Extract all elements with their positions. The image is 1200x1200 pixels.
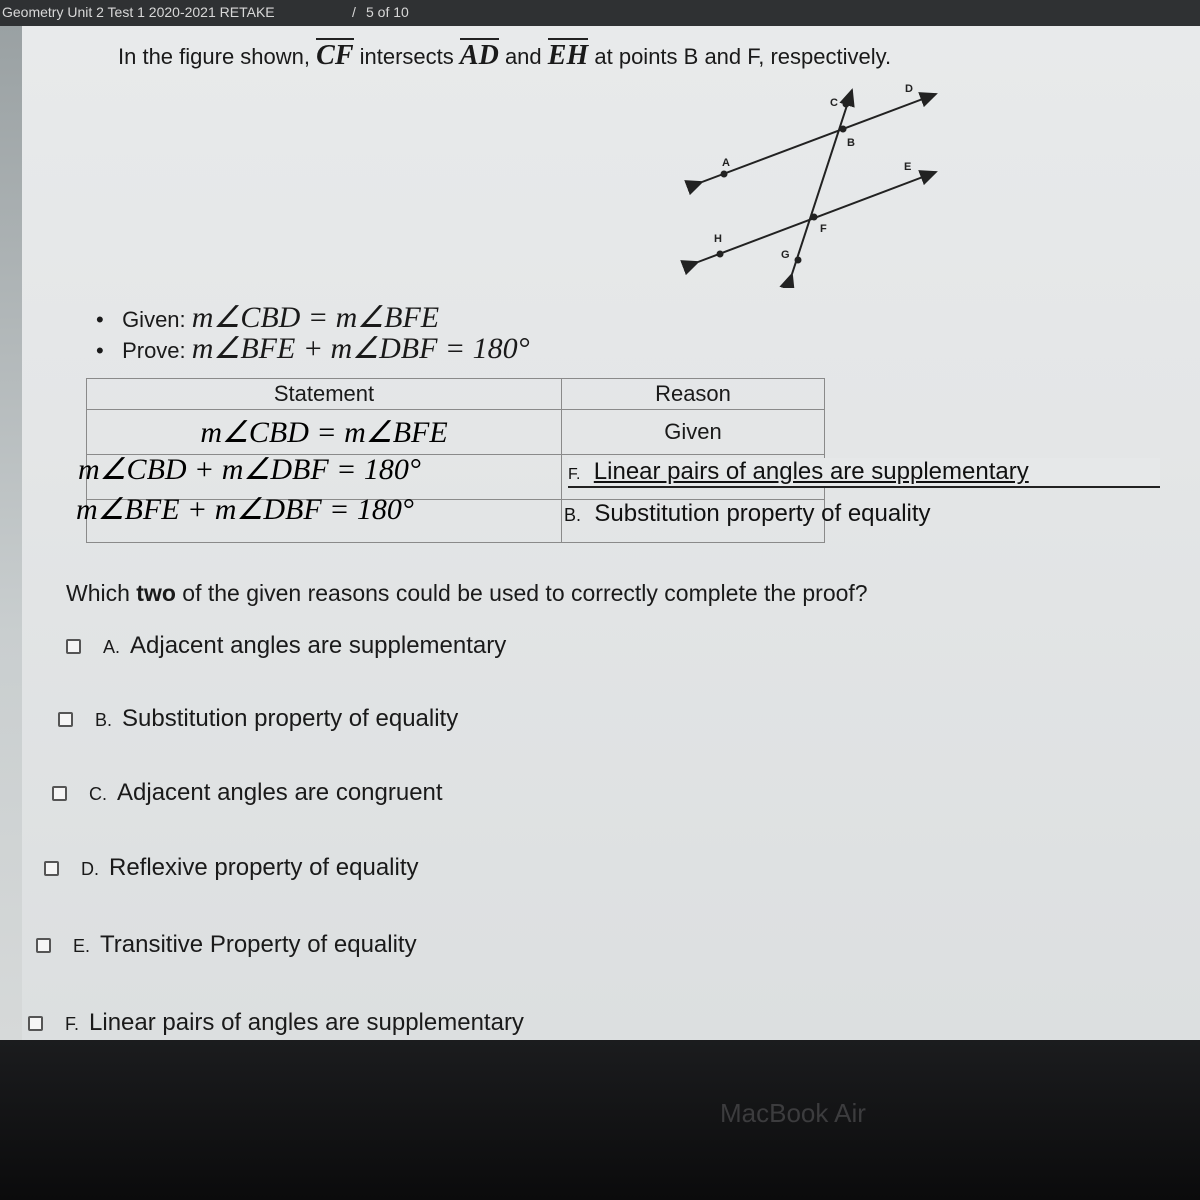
line-ad-shape	[702, 94, 936, 182]
point-a	[721, 171, 728, 178]
label-c: C	[830, 97, 838, 109]
reason-3-text: Substitution property of equality	[594, 500, 931, 527]
checkbox-b[interactable]	[58, 712, 73, 727]
given-line: • Given: m∠CBD = m∠BFE	[96, 301, 440, 334]
label-h: H	[714, 233, 722, 245]
checkbox-a[interactable]	[66, 639, 81, 654]
checkbox-f[interactable]	[28, 1016, 43, 1031]
point-b	[840, 126, 847, 133]
label-b: B	[847, 137, 855, 149]
label-e: E	[904, 161, 912, 173]
question-progress: 5 of 10	[366, 4, 409, 20]
label-g: G	[781, 249, 790, 261]
reason-1: Given	[562, 410, 825, 455]
option-b[interactable]: B. Substitution property of equality	[58, 705, 458, 733]
prove-expression: m∠BFE + m∠DBF = 180°	[191, 332, 530, 365]
option-e[interactable]: E. Transitive Property of equality	[36, 931, 417, 959]
option-d[interactable]: D. Reflexive property of equality	[44, 854, 419, 882]
checkbox-c[interactable]	[52, 786, 67, 801]
option-a[interactable]: A. Adjacent angles are supplementary	[66, 632, 506, 660]
reason-3-dropdown[interactable]: B. Substitution property of equality	[564, 500, 931, 527]
point-h	[717, 251, 724, 258]
point-f	[811, 214, 818, 221]
line-ad: AD	[459, 40, 499, 71]
prove-line: • Prove: m∠BFE + m∠DBF = 180°	[96, 332, 530, 365]
option-c[interactable]: C. Adjacent angles are congruent	[52, 779, 443, 807]
proof-row-3	[76, 492, 414, 527]
point-g	[795, 257, 802, 264]
checkbox-d[interactable]	[44, 861, 59, 876]
label-f: F	[820, 223, 827, 235]
point-c	[843, 101, 850, 108]
test-title: Geometry Unit 2 Test 1 2020-2021 RETAKE	[2, 4, 275, 20]
bullet: •	[96, 307, 116, 332]
laptop-bezel	[0, 1040, 1200, 1200]
statement-1: m∠CBD = m∠BFE	[87, 410, 562, 455]
reason-2-dropdown[interactable]: F. Linear pairs of angles are supplementary	[568, 458, 1160, 488]
reason-2-text: Linear pairs of angles are supplementary	[593, 458, 1029, 485]
line-eh: EH	[547, 40, 589, 71]
header-statement: Statement	[87, 379, 562, 410]
header-reason: Reason	[562, 379, 825, 410]
tab-bar	[0, 0, 1200, 26]
title-separator: /	[352, 4, 356, 20]
label-d: D	[905, 83, 913, 95]
option-f[interactable]: F. Linear pairs of angles are supplementary	[28, 1009, 524, 1037]
proof-row-2	[78, 452, 421, 487]
checkbox-e[interactable]	[36, 938, 51, 953]
geometry-figure	[680, 78, 960, 288]
given-expression: m∠CBD = m∠BFE	[191, 301, 440, 334]
figure-description: In the figure shown, CF intersects AD and EH at points B and F, respectively.	[118, 40, 892, 71]
label-a: A	[722, 157, 730, 169]
bullet: •	[96, 338, 116, 363]
question-prompt: Which two of the given reasons could be used to correctly complete the proof?	[66, 580, 868, 606]
statement-2: m∠CBD + m∠DBF = 180°	[78, 453, 421, 486]
statement-3: m∠BFE + m∠DBF = 180°	[76, 493, 414, 526]
line-cf: CF	[316, 40, 354, 71]
line-cf-shape	[792, 90, 852, 274]
device-label: MacBook Air	[720, 1098, 866, 1128]
